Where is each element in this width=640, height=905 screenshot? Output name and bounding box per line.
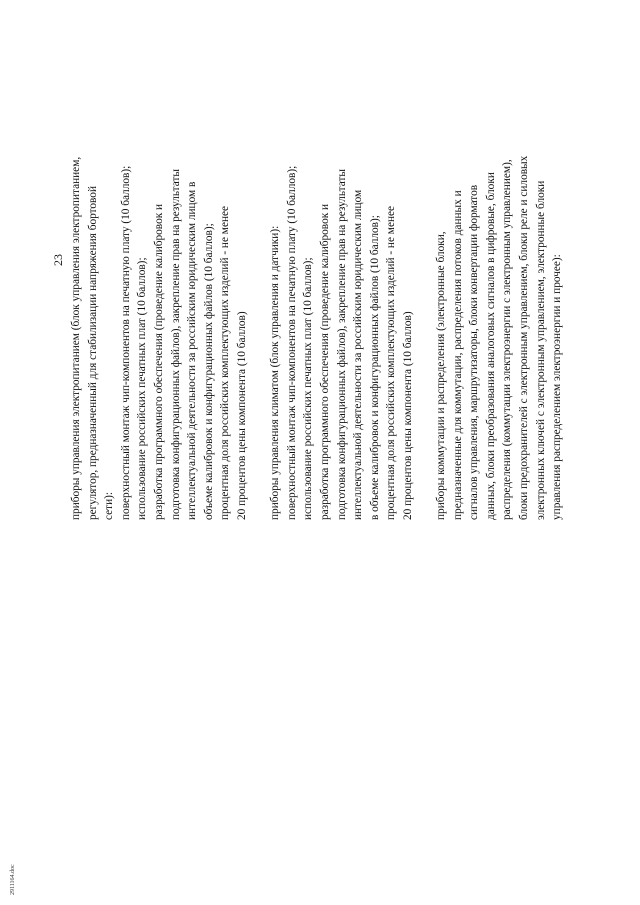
text-line: в объеме калибровок и конфигурационных файлов (10 баллов); <box>368 215 381 520</box>
text-line: данных, блоки преобразования аналоговых сигналов в цифровые, блоки <box>484 172 497 520</box>
text-line: приборы коммутации и распределения (электронные блоки, <box>435 231 448 520</box>
text-line: распределения (коммутации электроэнергии с электронным управлением), <box>501 159 514 520</box>
text-line: 20 процентов цены компонента (10 баллов) <box>401 311 414 520</box>
paragraph-gap <box>251 0 268 520</box>
text-line: процентная доля российских комплектующих изделий - не менее <box>219 205 232 520</box>
footer-filename: 2911164.doc <box>10 864 16 895</box>
text-line: подготовка конфигурационных файлов), закрепление прав на результаты <box>169 169 182 520</box>
paragraph-gap <box>416 0 433 520</box>
text-line: блоки предохранителей с электронным управлением, блоки реле и силовых <box>518 155 531 520</box>
text-line: интеллектуальной деятельности за российским юридическим лицом <box>352 189 365 520</box>
text-line: использование российских печатных плат (10 баллов); <box>302 257 315 520</box>
text-line: поверхностный монтаж чип-компонентов на печатную плату (10 баллов); <box>285 165 298 520</box>
text-line: предназначенные для коммутации, распределения потоков данных и <box>451 190 464 520</box>
text-line: подготовка конфигурационных файлов), закрепление прав на результаты <box>335 169 348 520</box>
section-climate-control <box>267 0 416 520</box>
text-line: сети): <box>103 491 116 520</box>
text-line: управления распределением электроэнергии и прочее): <box>551 254 564 520</box>
text-line: интеллектуальной деятельности за российским юридическим лицом в <box>186 181 199 520</box>
text-line: разработка программного обеспечения (проведение калибровок и <box>318 203 331 520</box>
text-line: электронных ключей с электронным управлением, электронные блоки <box>534 180 547 520</box>
text-line: приборы управления климатом (блок управления и датчики): <box>269 225 282 520</box>
document-body <box>68 0 566 520</box>
text-line: разработка программного обеспечения (проведение калибровок и <box>152 203 165 520</box>
section-power-management <box>68 0 251 520</box>
text-line: объеме калибровок и конфигурационных файлов (10 баллов); <box>202 223 215 520</box>
text-line: поверхностный монтаж чип-компонентов на печатную плату (10 баллов); <box>119 165 132 520</box>
text-line: использование российских печатных плат (10 баллов); <box>136 257 149 520</box>
page-number: 23 <box>51 254 65 266</box>
text-line: регулятор, предназначенный для стабилизации напряжения бортовой <box>86 186 99 520</box>
rotated-text-block <box>50 0 570 520</box>
text-line: сигналов управления, маршрутизаторы, блоки конвертации форматов <box>468 184 481 520</box>
text-line: 20 процентов цены компонента (10 баллов) <box>235 311 248 520</box>
section-switching-distribution <box>433 0 566 520</box>
text-line: приборы управления электропитанием (блок управления электропитанием, <box>70 156 82 520</box>
text-line: процентная доля российских комплектующих изделий - не менее <box>385 205 398 520</box>
